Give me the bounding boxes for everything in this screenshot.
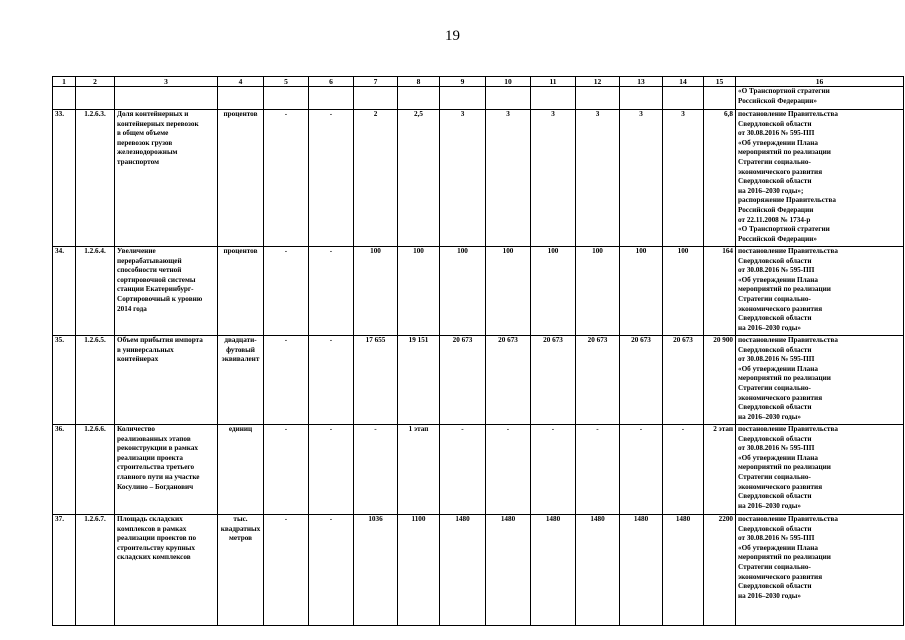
value-cell: 3 [440,110,486,247]
table-row [53,110,904,247]
value-cell: 100 [531,247,576,336]
legal-basis-cell: постановление Правительства Свердловской области от 30.08.2016 № 595-ПП «Об утверждении Плана мероприятий по реализации Стратегии социально- экономического развития Свердловской области на 2016–2030 годы» [736,247,904,336]
value-cell: 20 900 [704,336,736,425]
value-cell: 20 673 [486,336,531,425]
legal-basis-cell: постановление Правительства Свердловской области от 30.08.2016 № 595-ПП «Об утверждении Плана мероприятий по реализации Стратегии социально- экономического развития Свердловской области на 2016–2030 годы» [736,515,904,626]
value-cell: - [531,425,576,515]
column-header: 14 [663,77,704,87]
value-cell: 20 673 [663,336,704,425]
table-row [53,247,904,336]
column-header: 11 [531,77,576,87]
value-cell: 2,5 [398,110,440,247]
value-cell: 3 [486,110,531,247]
value-cell: - [620,425,663,515]
indicator-code: 1.2.6.4. [76,247,115,336]
row-number: 36. [53,425,76,515]
column-header: 13 [620,77,663,87]
column-header: 7 [354,77,398,87]
value-cell: - [264,110,309,247]
column-header: 1 [53,77,76,87]
row-number: 35. [53,336,76,425]
value-cell: - [264,425,309,515]
column-header: 2 [76,77,115,87]
row-number: 33. [53,110,76,247]
value-cell: - [264,247,309,336]
indicator-code: 1.2.6.7. [76,515,115,626]
unit-cell: процентов [218,110,264,247]
continuation-row [53,87,904,110]
unit-cell: единиц [218,425,264,515]
column-header: 15 [704,77,736,87]
value-cell: - [309,336,354,425]
legal-basis-cell: постановление Правительства Свердловской области от 30.08.2016 № 595-ПП «Об утверждении Плана мероприятий по реализации Стратегии социально- экономического развития Свердловской области на 2016–2030 годы» [736,336,904,425]
value-cell: 100 [486,247,531,336]
indicator-name: Объем прибытия импорта в универсальных контейнерах [115,336,218,425]
column-header: 10 [486,77,531,87]
value-cell: 100 [663,247,704,336]
value-cell: 19 151 [398,336,440,425]
value-cell: 1480 [486,515,531,626]
value-cell: 6,8 [704,110,736,247]
column-header: 9 [440,77,486,87]
value-cell: 20 673 [620,336,663,425]
column-header: 12 [576,77,620,87]
value-cell: - [309,110,354,247]
value-cell: 1480 [440,515,486,626]
value-cell: - [354,425,398,515]
row-number: 37. [53,515,76,626]
legal-basis-cell: постановление Правительства Свердловской области от 30.08.2016 № 595-ПП «Об утверждении Плана мероприятий по реализации Стратегии социально- экономического развития Свердловской области на 2016–2030 годы» [736,425,904,515]
value-cell: 3 [620,110,663,247]
indicator-code: 1.2.6.3. [76,110,115,247]
value-cell: - [309,247,354,336]
value-cell: 100 [440,247,486,336]
value-cell: 1480 [620,515,663,626]
column-header: 3 [115,77,218,87]
indicators-table [52,76,904,626]
value-cell: 1480 [576,515,620,626]
value-cell: 3 [663,110,704,247]
value-cell: 20 673 [440,336,486,425]
value-cell: 3 [531,110,576,247]
value-cell: 20 673 [576,336,620,425]
indicator-code: 1.2.6.5. [76,336,115,425]
page-number: 19 [445,28,460,44]
value-cell: 100 [576,247,620,336]
value-cell: 2 этап [704,425,736,515]
value-cell: 20 673 [531,336,576,425]
value-cell: 1480 [663,515,704,626]
unit-cell: двадцати- футовый эквивалент [218,336,264,425]
value-cell: 100 [620,247,663,336]
indicator-code: 1.2.6.6. [76,425,115,515]
value-cell: 2200 [704,515,736,626]
value-cell: 1480 [531,515,576,626]
value-cell: 164 [704,247,736,336]
column-number-row [53,77,904,87]
value-cell: - [576,425,620,515]
table-row [53,336,904,425]
value-cell: - [309,515,354,626]
value-cell: - [309,425,354,515]
indicator-name: Площадь складских комплексов в рамках реализации проектов по строительству крупных складских комплексов [115,515,218,626]
value-cell: 17 655 [354,336,398,425]
column-header: 16 [736,77,904,87]
indicator-name: Увеличение перерабатывающей способности четной сортировочной системы станции Екатеринбург- Сортировочный к уровню 2014 года [115,247,218,336]
table-row [53,515,904,626]
legal-basis-cell: постановление Правительства Свердловской области от 30.08.2016 № 595-ПП «Об утверждении Плана мероприятий по реализации Стратегии социально- экономического развития Свердловской области на 2016–2030 годы»; распоряжение Правительства Российской Федерации от 22.11.2008 № 1734-р «О Транспортной стратегии Российской Федерации» [736,110,904,247]
unit-cell: тыс. квадратных метров [218,515,264,626]
value-cell: 1100 [398,515,440,626]
value-cell: 1036 [354,515,398,626]
table-row [53,425,904,515]
value-cell: 2 [354,110,398,247]
value-cell: - [264,515,309,626]
column-header: 4 [218,77,264,87]
value-cell: 100 [354,247,398,336]
value-cell: 3 [576,110,620,247]
legal-basis-cell: «О Транспортной стратегии Российской Федерации» [736,87,904,110]
column-header: 6 [309,77,354,87]
unit-cell: процентов [218,247,264,336]
row-number: 34. [53,247,76,336]
column-header: 8 [398,77,440,87]
value-cell: - [663,425,704,515]
value-cell: - [440,425,486,515]
indicator-name: Доля контейнерных и контейнерных перевозок в общем объеме перевозок грузов железнодорожным транспортом [115,110,218,247]
value-cell: - [486,425,531,515]
value-cell: 100 [398,247,440,336]
value-cell: - [264,336,309,425]
indicator-name: Количество реализованных этапов реконструкции в рамках реализации проекта строительства третьего главного пути на участке Косулино – Богданович [115,425,218,515]
column-header: 5 [264,77,309,87]
value-cell: 1 этап [398,425,440,515]
